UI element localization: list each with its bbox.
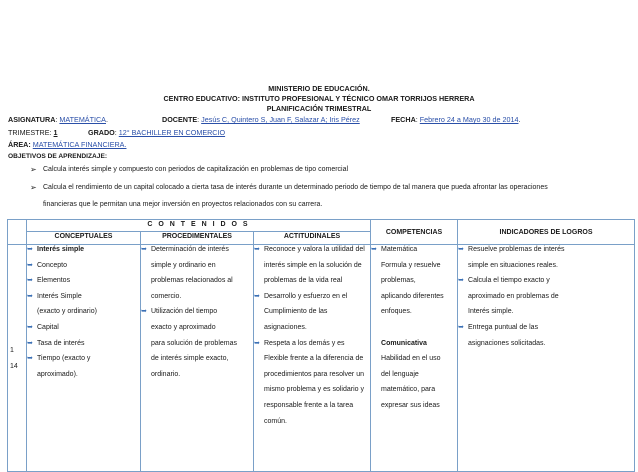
grade-value: 12° BACHILLER EN COMERCIO xyxy=(118,128,226,137)
cell-line xyxy=(141,354,253,370)
cell-text: problemas de la vida real xyxy=(264,277,343,285)
cell-line xyxy=(141,245,253,261)
cell-text: (exacto y ordinario) xyxy=(37,308,97,316)
cell-line xyxy=(371,292,457,308)
arrow-bullet-icon: ➢ xyxy=(30,165,37,174)
cell-line xyxy=(458,307,634,323)
bullet-arrow-icon: ➥ xyxy=(27,261,33,269)
cell-line xyxy=(141,307,253,323)
cell-line xyxy=(371,339,457,355)
cell-text: comercio. xyxy=(151,292,182,300)
cell-line xyxy=(27,339,140,355)
cell-line xyxy=(27,354,140,370)
subject-label: ASIGNATURA xyxy=(8,115,56,124)
cell-text: exacto y aproximado xyxy=(151,323,216,331)
conceptual-header: CONCEPTUALES xyxy=(27,232,141,245)
bullet-arrow-icon: ➥ xyxy=(458,277,464,285)
week-start: 1 xyxy=(10,347,14,354)
cell-line xyxy=(371,307,457,323)
bullet-arrow-icon: ➥ xyxy=(371,246,377,253)
grade-line: GRADO: 12° BACHILLER EN COMERCIO xyxy=(88,128,226,137)
week-header-cell xyxy=(8,220,27,245)
cell-text: simple en situaciones reales. xyxy=(468,261,558,269)
cell-text: simple y ordinario en xyxy=(151,261,216,269)
cell-text: Reconoce y valora la utilidad del xyxy=(264,246,365,253)
cell-text: enfoques. xyxy=(381,308,412,316)
cell-line xyxy=(254,354,370,370)
cell-text: ordinario. xyxy=(151,370,181,378)
cell-text: Resuelve problemas de interés xyxy=(468,246,565,253)
trimester-line xyxy=(8,128,58,137)
date-label: FECHA xyxy=(391,115,416,124)
cell-line xyxy=(371,401,457,417)
contents-table xyxy=(7,219,635,472)
cell-line xyxy=(27,276,140,292)
cell-line xyxy=(254,401,370,417)
cell-line xyxy=(458,261,634,277)
teacher-line: DOCENTE: Jesús C, Quintero S, Juan F, Salazar A; Iris Pérez xyxy=(162,115,360,124)
trimester-value: 1 xyxy=(53,128,58,137)
cell-line xyxy=(141,292,253,308)
cell-text: Interés Simple xyxy=(37,292,82,300)
cell-text: interés simple en la solución de xyxy=(264,261,362,269)
cell-line xyxy=(254,370,370,386)
cell-line xyxy=(27,245,140,261)
cell-text: expresar sus ideas xyxy=(381,401,440,409)
cell-line xyxy=(458,292,634,308)
cell-text: aproximado en problemas de xyxy=(468,292,559,300)
cell-line xyxy=(254,417,370,433)
cell-line xyxy=(371,323,457,339)
cell-text: Comunicativa xyxy=(381,339,427,347)
objective-2-cont: financieras que le permitan una mejor inversión en proyectos relacionados con su carrera. xyxy=(43,201,323,208)
cell-line xyxy=(27,370,140,386)
cell-text: Tiempo (exacto y xyxy=(37,355,91,363)
cell-text: Tasa de interés xyxy=(37,339,85,347)
cell-text: Entrega puntual de las xyxy=(468,323,539,331)
objective-2: Calcula el rendimiento de un capital colocado a cierta tasa de interés durante un determinado periodo de tiempo de tal manera que pueda afrontar las operaciones xyxy=(43,184,548,191)
cell-text: Cumplimiento de las xyxy=(264,308,328,316)
bullet-arrow-icon: ➥ xyxy=(254,339,260,347)
cell-line xyxy=(371,276,457,292)
area-value: MATEMÁTICA FINANCIERA. xyxy=(32,140,127,149)
cell-line xyxy=(27,261,140,277)
cell-text: Interés simple xyxy=(37,246,85,253)
contents-header: C O N T E N I D O S xyxy=(27,220,371,232)
objectives-label: OBJETIVOS DE APRENDIZAJE: xyxy=(8,153,108,160)
bullet-arrow-icon: ➥ xyxy=(27,339,33,347)
cell-text: mismo problema y es solidario y xyxy=(264,386,364,394)
bullet-arrow-icon: ➥ xyxy=(27,292,33,300)
subject-value: MATEMÁTICA xyxy=(59,115,106,124)
cell-line xyxy=(371,385,457,401)
date-value: Febrero 24 a Mayo 30 de 2014 xyxy=(419,115,519,124)
cell-line xyxy=(254,245,370,261)
cell-text: Determinación de interés xyxy=(151,246,229,253)
competencies-header: COMPETENCIAS xyxy=(371,220,458,245)
cell-text: problemas relacionados al xyxy=(151,277,233,285)
center-title: CENTRO EDUCATIVO: INSTITUTO PROFESIONAL Y TÉCNICO OMAR TORRIJOS HERRERA xyxy=(163,94,475,103)
bullet-arrow-icon: ➥ xyxy=(27,323,33,331)
arrow-bullet-icon: ➢ xyxy=(30,183,37,192)
cell-text: aproximado). xyxy=(37,370,78,378)
cell-line xyxy=(371,261,457,277)
cell-text: aplicando diferentes xyxy=(381,292,444,300)
cell-text: del lenguaje xyxy=(381,370,419,378)
week-end: 14 xyxy=(10,363,18,370)
cell-text: común. xyxy=(264,417,287,425)
bullet-arrow-icon: ➥ xyxy=(141,308,147,316)
cell-line xyxy=(458,276,634,292)
procedural-cell xyxy=(141,245,254,472)
cell-line xyxy=(141,339,253,355)
indicators-header: INDICADORES DE LOGROS xyxy=(458,220,635,245)
cell-text: problemas, xyxy=(381,277,416,285)
cell-line xyxy=(27,323,140,339)
cell-text: Matemática xyxy=(381,246,418,253)
cell-line xyxy=(141,261,253,277)
cell-text: matemático, para xyxy=(381,386,436,394)
cell-text: Elementos xyxy=(37,277,71,285)
cell-line xyxy=(141,370,253,386)
cell-line xyxy=(371,245,457,261)
cell-line xyxy=(458,245,634,261)
cell-text: Utilización del tiempo xyxy=(151,308,218,316)
competencies-cell xyxy=(371,245,458,472)
cell-text: de interés simple exacto, xyxy=(151,355,229,363)
cell-text: Habilidad en el uso xyxy=(381,355,441,363)
cell-text: asignaciones solicitadas. xyxy=(468,339,546,347)
subject-line: ASIGNATURA: MATEMÁTICA. xyxy=(8,115,108,124)
week-cell xyxy=(8,245,27,472)
cell-text: responsable frente a la tarea xyxy=(264,401,354,409)
cell-text: Formula y resuelve xyxy=(381,261,441,269)
cell-text: Respeta a los demás y es xyxy=(264,339,345,347)
procedural-header: PROCEDIMENTALES xyxy=(141,232,254,245)
objective-1: Calcula interés simple y compuesto con periodos de capitalización en problemas de tipo comercial xyxy=(43,166,349,173)
attitudinal-header: ACTITUDINALES xyxy=(254,232,371,245)
bullet-arrow-icon: ➥ xyxy=(141,246,147,253)
cell-text: Interés simple. xyxy=(468,308,514,316)
indicators-cell xyxy=(458,245,635,472)
bullet-arrow-icon: ➥ xyxy=(458,323,464,331)
cell-text: para solución de problemas xyxy=(151,339,237,347)
conceptual-cell xyxy=(27,245,141,472)
teacher-label: DOCENTE xyxy=(162,115,198,124)
cell-line xyxy=(371,354,457,370)
bullet-arrow-icon: ➥ xyxy=(254,292,260,300)
date-line: FECHA: Febrero 24 a Mayo 30 de 2014. xyxy=(391,115,521,124)
cell-text: Calcula el tiempo exacto y xyxy=(468,277,550,285)
bullet-arrow-icon: ➥ xyxy=(27,277,33,285)
cell-text: Flexible frente a la diferencia de xyxy=(264,355,364,363)
trimester-label: TRIMESTRE: xyxy=(8,128,52,137)
cell-line xyxy=(458,323,634,339)
area-label: ÁREA: xyxy=(8,140,31,149)
bullet-arrow-icon: ➥ xyxy=(27,355,33,363)
cell-line xyxy=(254,276,370,292)
ministry-title: MINISTERIO DE EDUCACIÓN. xyxy=(268,84,370,93)
cell-text: Concepto xyxy=(37,261,67,269)
cell-line xyxy=(141,276,253,292)
cell-line xyxy=(458,339,634,355)
cell-text: asignaciones. xyxy=(264,323,307,331)
cell-line xyxy=(254,323,370,339)
cell-text: Capital xyxy=(37,323,59,331)
cell-line xyxy=(254,385,370,401)
cell-line xyxy=(27,307,140,323)
cell-line xyxy=(254,339,370,355)
plan-title: PLANIFICACIÓN TRIMESTRAL xyxy=(266,104,372,113)
cell-line xyxy=(141,323,253,339)
area-line xyxy=(8,140,126,149)
cell-line xyxy=(254,261,370,277)
cell-line xyxy=(371,370,457,386)
cell-line xyxy=(254,292,370,308)
bullet-arrow-icon: ➥ xyxy=(254,246,260,253)
attitudinal-cell xyxy=(254,245,371,472)
bullet-arrow-icon: ➥ xyxy=(27,246,33,253)
bullet-arrow-icon: ➥ xyxy=(458,246,464,253)
cell-line xyxy=(254,307,370,323)
grade-label: GRADO xyxy=(88,128,115,137)
cell-line xyxy=(27,292,140,308)
cell-text: procedimientos para resolver un xyxy=(264,370,364,378)
cell-text: Desarrollo y esfuerzo en el xyxy=(264,292,348,300)
teacher-value: Jesús C, Quintero S, Juan F, Salazar A; Iris Pérez xyxy=(201,115,360,124)
